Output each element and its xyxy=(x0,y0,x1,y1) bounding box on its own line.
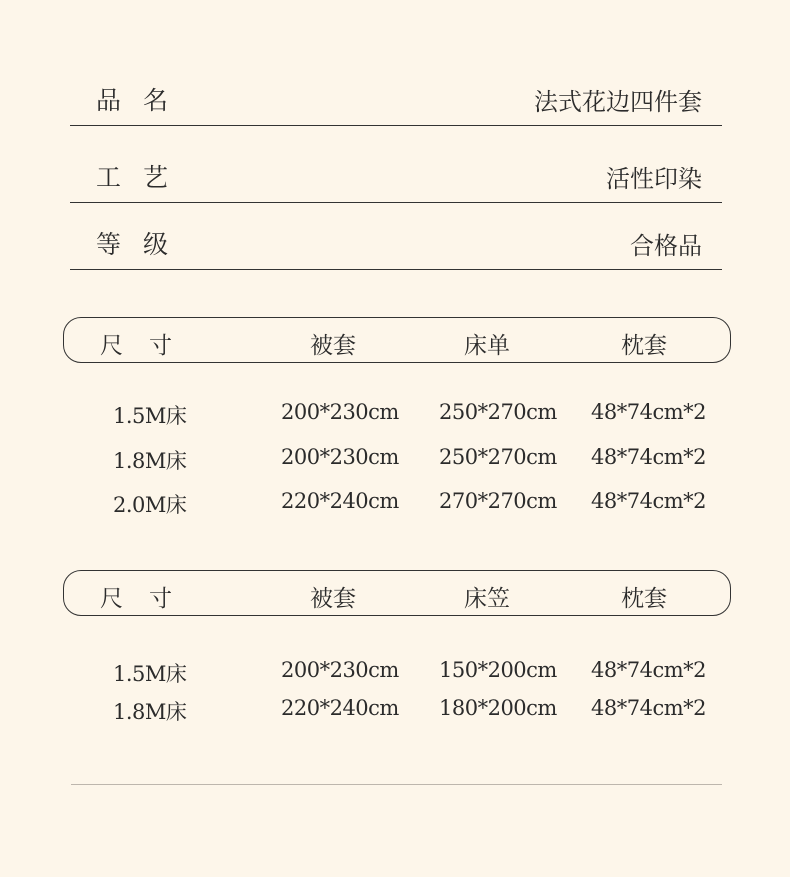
cell-duvet-cover: 200*230cm xyxy=(281,400,399,424)
cell-pillowcase: 48*74cm*2 xyxy=(591,445,706,469)
table-row xyxy=(0,489,790,519)
cell-size: 1.5M床 xyxy=(113,662,187,686)
header-duvet-cover: 被套 xyxy=(310,586,356,612)
bottom-divider xyxy=(71,784,722,785)
header-size: 尺寸 xyxy=(100,333,198,359)
info-row-craft xyxy=(70,158,722,203)
info-value: 法式花边四件套 xyxy=(534,88,702,116)
cell-size: 2.0M床 xyxy=(113,493,187,517)
table-row xyxy=(0,400,790,430)
cell-fitted-sheet: 150*200cm xyxy=(439,658,557,682)
size-table-2-header xyxy=(63,570,731,616)
cell-pillowcase: 48*74cm*2 xyxy=(591,696,706,720)
cell-bed-sheet: 250*270cm xyxy=(439,445,557,469)
info-label: 等级 xyxy=(96,230,191,259)
header-pillowcase: 枕套 xyxy=(621,333,667,359)
header-size: 尺寸 xyxy=(100,586,198,612)
header-fitted-sheet: 床笠 xyxy=(464,586,510,612)
info-label: 品名 xyxy=(96,86,191,115)
header-bed-sheet: 床单 xyxy=(464,333,510,359)
info-value: 活性印染 xyxy=(606,165,702,193)
table-row xyxy=(0,696,790,726)
cell-duvet-cover: 220*240cm xyxy=(281,696,399,720)
cell-duvet-cover: 200*230cm xyxy=(281,445,399,469)
cell-size: 1.8M床 xyxy=(113,700,187,724)
info-row-grade xyxy=(70,225,722,270)
cell-duvet-cover: 200*230cm xyxy=(281,658,399,682)
cell-fitted-sheet: 180*200cm xyxy=(439,696,557,720)
table-row xyxy=(0,445,790,475)
info-label: 工艺 xyxy=(96,163,191,192)
info-row-product-name xyxy=(70,81,722,126)
header-duvet-cover: 被套 xyxy=(310,333,356,359)
cell-pillowcase: 48*74cm*2 xyxy=(591,489,706,513)
size-table-1-header xyxy=(63,317,731,363)
cell-bed-sheet: 270*270cm xyxy=(439,489,557,513)
cell-duvet-cover: 220*240cm xyxy=(281,489,399,513)
cell-size: 1.8M床 xyxy=(113,449,187,473)
cell-pillowcase: 48*74cm*2 xyxy=(591,658,706,682)
cell-bed-sheet: 250*270cm xyxy=(439,400,557,424)
table-row xyxy=(0,658,790,688)
info-value: 合格品 xyxy=(630,232,702,260)
header-pillowcase: 枕套 xyxy=(621,586,667,612)
cell-size: 1.5M床 xyxy=(113,404,187,428)
cell-pillowcase: 48*74cm*2 xyxy=(591,400,706,424)
